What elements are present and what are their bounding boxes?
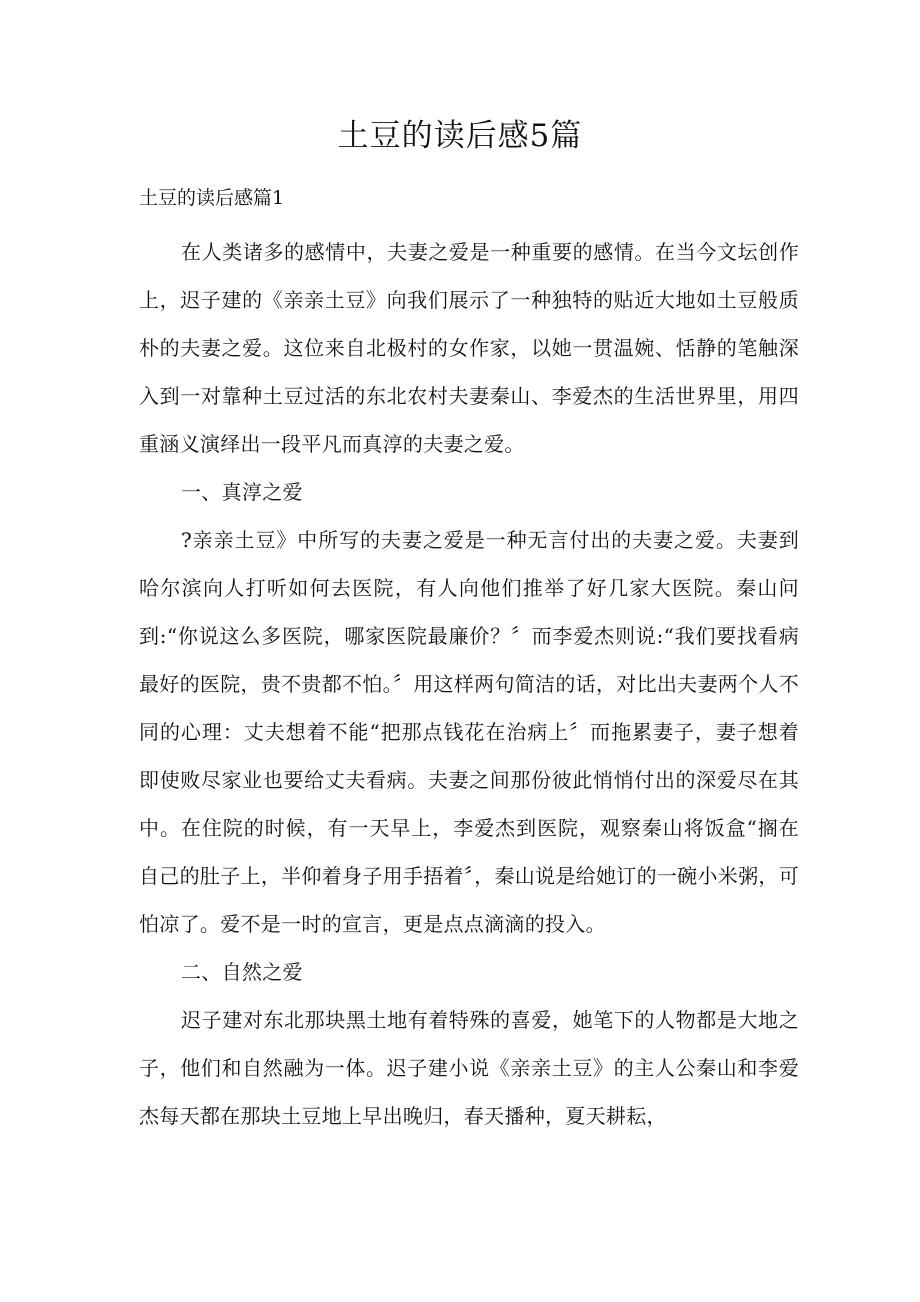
heading-true-love: 一、真淳之爱 [181, 480, 303, 504]
heading-natural-love: 二、自然之爱 [181, 960, 303, 984]
paragraph-true-love: ?亲亲土豆》中所写的夫妻之爱是一种无言付出的夫妻之爱。夫妻到哈尔滨向人打听如何去医院，有人向他们推举了好几家大医院。秦山问到:“你说这么多医院，哪家医院最廉价？〞而李爱杰则说:“我们要找看病最好的医院，贵不贵都不怕。〞用这样两句简洁的话，对比出夫妻两个人不同的心理：丈夫想着不能“把那点钱花在治病上〞而拖累妻子，妻子想着即使败尽家业也要给丈夫看病。夫妻之间那份彼此悄悄付出的深爱尽在其中。在住院的时候，有一天早上，李爱杰到医院，观察秦山将饭盒“搁在自己的肚子上，半仰着身子用手捂着〞，秦山说是给她订的一碗小米粥，可怕凉了。爱不是一时的宣言，更是点点滴滴的投入。 [139, 528, 799, 936]
section-title: 土豆的读后感篇1 [139, 187, 285, 209]
document-body [139, 228, 799, 1140]
paragraph-natural-love: 迟子建对东北那块黑土地有着特殊的喜爱，她笔下的人物都是大地之子，他们和自然融为一体。迟子建小说《亲亲土豆》的主人公秦山和李爱杰每天都在那块土豆地上早出晚归，春天播种，夏天耕耘， [139, 1008, 799, 1128]
paragraph-intro: 在人类诸多的感情中，夫妻之爱是一种重要的感情。在当今文坛创作上，迟子建的《亲亲土豆》向我们展示了一种独特的贴近大地如土豆般质朴的夫妻之爱。这位来自北极村的女作家，以她一贯温婉、恬静的笔触深入到一对靠种土豆过活的东北农村夫妻秦山、李爱杰的生活世界里，用四重涵义演绎出一段平凡而真淳的夫妻之爱。 [139, 240, 799, 456]
document-title: 土豆的读后感5篇 [337, 118, 583, 154]
